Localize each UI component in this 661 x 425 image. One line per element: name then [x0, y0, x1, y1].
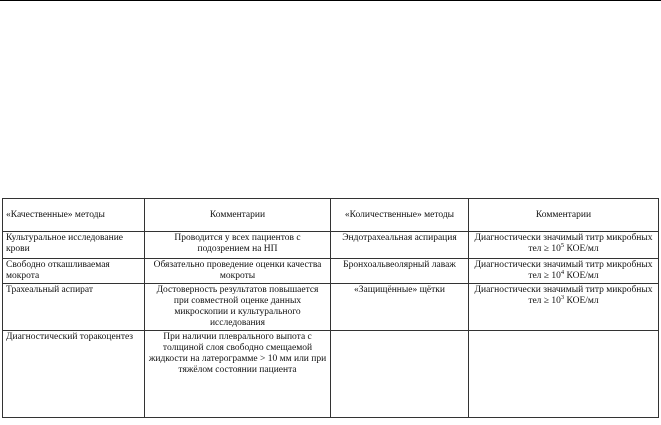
header-comments-2: Комментарии — [469, 199, 659, 232]
header-comments-1: Комментарии — [145, 199, 331, 232]
titer-unit: КОЕ/мл — [564, 271, 599, 281]
diagnostic-methods-table — [2, 198, 659, 418]
table-row — [3, 331, 659, 418]
titer-exponent: 3 — [560, 293, 565, 301]
qualitative-comment-cell: Обязательно проведение оценки качества мокроты — [145, 259, 331, 284]
top-border-line — [0, 0, 661, 1]
empty-cell — [331, 331, 469, 418]
titer-text: Диагностически значимый титр микробных тел ≥ 10 — [474, 285, 653, 306]
header-quantitative-methods: «Количественные» методы — [331, 199, 469, 232]
table-row — [3, 232, 659, 259]
titer-text: Диагностически значимый титр микробных тел ≥ 10 — [474, 233, 653, 254]
qualitative-comment-cell: Достоверность результатов повышается при совместной оценке данных микроскопии и культурального исследования — [145, 284, 331, 331]
empty-cell — [469, 331, 659, 418]
titer-exponent: 5 — [560, 241, 565, 249]
qualitative-comment-cell: При наличии плеврального выпота с толщиной слоя свободно смещаемой жидкости на латерограмме > 10 мм или при тяжёлом состоянии пациента — [145, 331, 331, 418]
header-row — [3, 199, 659, 232]
quantitative-comment-cell — [469, 259, 659, 284]
qualitative-method-cell: Культуральное исследование крови — [3, 232, 145, 259]
table-row — [3, 259, 659, 284]
qualitative-comment-cell: Проводится у всех пациентов с подозрением на НП — [145, 232, 331, 259]
qualitative-method-cell: Трахеальный аспират — [3, 284, 145, 331]
qualitative-method-cell: Диагностический торакоцентез — [3, 331, 145, 418]
titer-text: Диагностически значимый титр микробных тел ≥ 10 — [474, 260, 653, 281]
header-qualitative-methods: «Качественные» методы — [3, 199, 145, 232]
quantitative-method-cell: Бронхоальвеолярный лаваж — [331, 259, 469, 284]
quantitative-comment-cell — [469, 284, 659, 331]
titer-exponent: 4 — [560, 268, 565, 276]
titer-unit: КОЕ/мл — [564, 296, 599, 306]
table-row — [3, 284, 659, 331]
quantitative-method-cell: «Защищённые» щётки — [331, 284, 469, 331]
quantitative-comment-cell — [469, 232, 659, 259]
titer-unit: КОЕ/мл — [564, 244, 599, 254]
qualitative-method-cell: Свободно откашливаемая мокрота — [3, 259, 145, 284]
quantitative-method-cell: Эндотрахеальная аспирация — [331, 232, 469, 259]
